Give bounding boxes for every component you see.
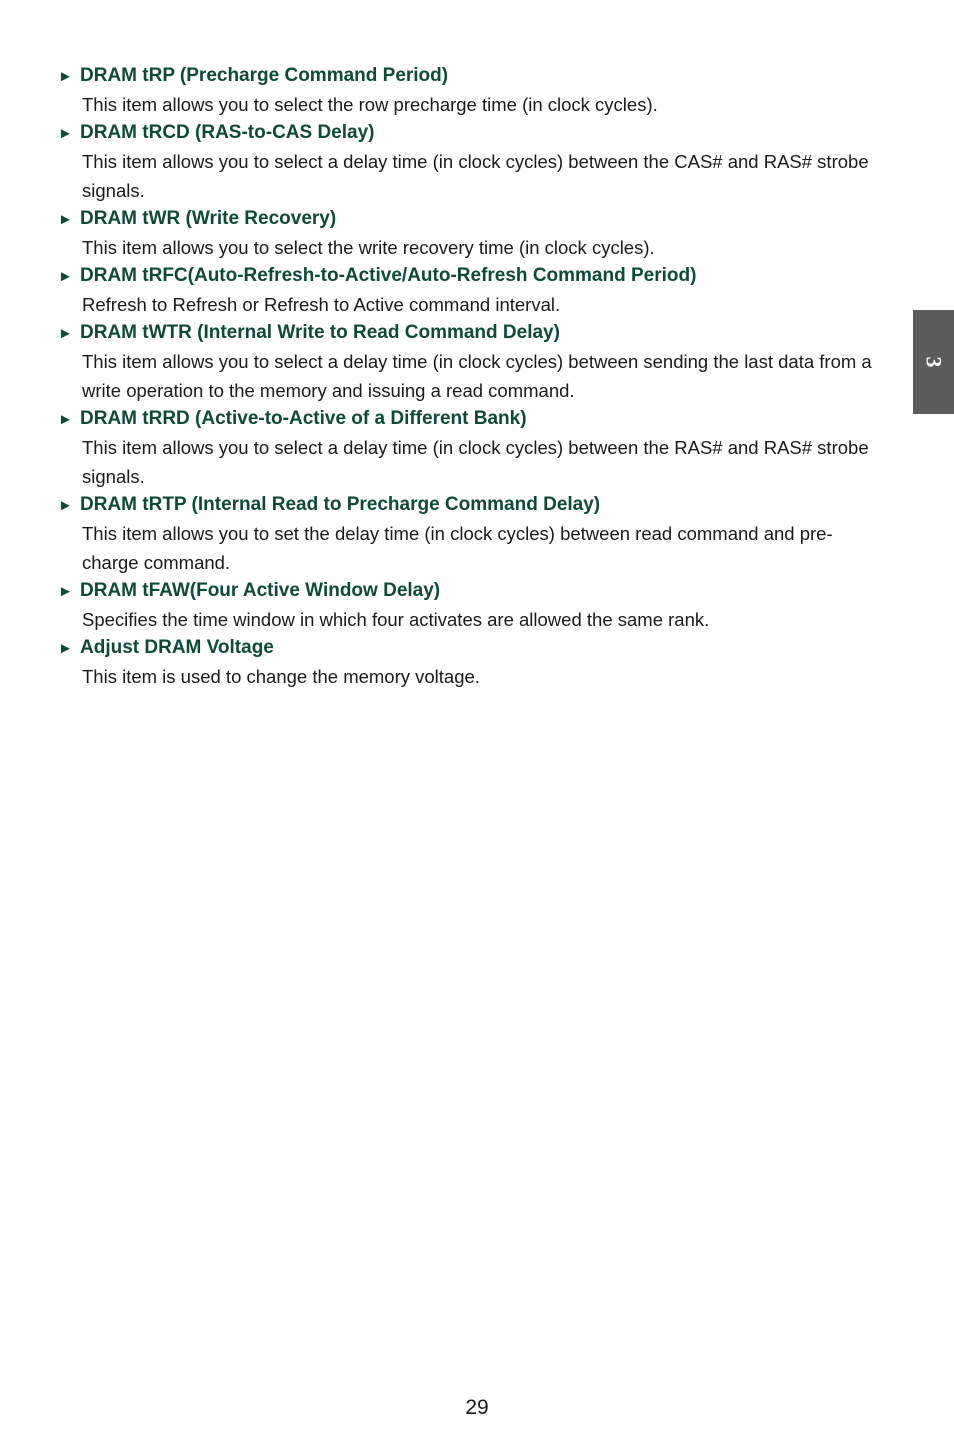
item-description: This item allows you to select the write recovery time (in clock cycles). [82,237,655,258]
item-title: DRAM tRCD (RAS-to-CAS Delay) [80,122,375,143]
arrow-bullet-icon: ► [58,68,73,85]
arrow-bullet-icon: ► [58,211,73,228]
arrow-bullet-icon: ► [58,411,73,428]
item-heading [58,262,888,290]
item-title: DRAM tRTP (Internal Read to Precharge Command Delay) [80,494,601,515]
bios-item-trrd [58,405,888,491]
item-description: This item allows you to select a delay time (in clock cycles) between sending the last data from a write operation to the memory and issuing a read command. [82,351,872,401]
item-description: Refresh to Refresh or Refresh to Active command interval. [82,294,561,315]
bios-item-trtp [58,491,888,577]
arrow-bullet-icon: ► [58,640,73,657]
bios-item-list [58,62,888,691]
item-heading [58,405,888,433]
item-description: This item is used to change the memory voltage. [82,666,480,687]
item-heading [58,634,888,662]
item-title: DRAM tRFC(Auto-Refresh-to-Active/Auto-Refresh Command Period) [80,265,697,286]
chapter-tab [913,310,954,414]
bios-item-trfc [58,262,888,319]
item-heading [58,577,888,605]
bios-item-twr [58,205,888,262]
item-title: DRAM tFAW(Four Active Window Delay) [80,580,441,601]
item-description: This item allows you to select the row precharge time (in clock cycles). [82,94,658,115]
page-number: 29 [465,1396,489,1419]
item-heading [58,62,888,90]
item-title: DRAM tRRD (Active-to-Active of a Different Bank) [80,408,527,429]
item-title: Adjust DRAM Voltage [80,637,274,658]
arrow-bullet-icon: ► [58,583,73,600]
arrow-bullet-icon: ► [58,497,73,514]
item-heading [58,319,888,347]
bios-item-twtr [58,319,888,405]
item-heading [58,491,888,519]
item-title: DRAM tRP (Precharge Command Period) [80,65,449,86]
bios-item-trcd [58,119,888,205]
item-title: DRAM tWTR (Internal Write to Read Command Delay) [80,322,560,343]
bios-item-tfaw [58,577,888,634]
item-description: Specifies the time window in which four activates are allowed the same rank. [82,609,710,630]
item-description: This item allows you to select a delay time (in clock cycles) between the CAS# and RAS# strobe signals. [82,151,869,201]
item-heading [58,119,888,147]
arrow-bullet-icon: ► [58,125,73,142]
arrow-bullet-icon: ► [58,325,73,342]
bios-item-dram-voltage [58,634,888,691]
bios-item-trp [58,62,888,119]
item-description: This item allows you to select a delay time (in clock cycles) between the RAS# and RAS# strobe signals. [82,437,869,487]
item-heading [58,205,888,233]
item-title: DRAM tWR (Write Recovery) [80,208,337,229]
chapter-tab-number: 3 [921,356,947,368]
item-description: This item allows you to set the delay time (in clock cycles) between read command and pre-charge command. [82,523,833,573]
arrow-bullet-icon: ► [58,268,73,285]
